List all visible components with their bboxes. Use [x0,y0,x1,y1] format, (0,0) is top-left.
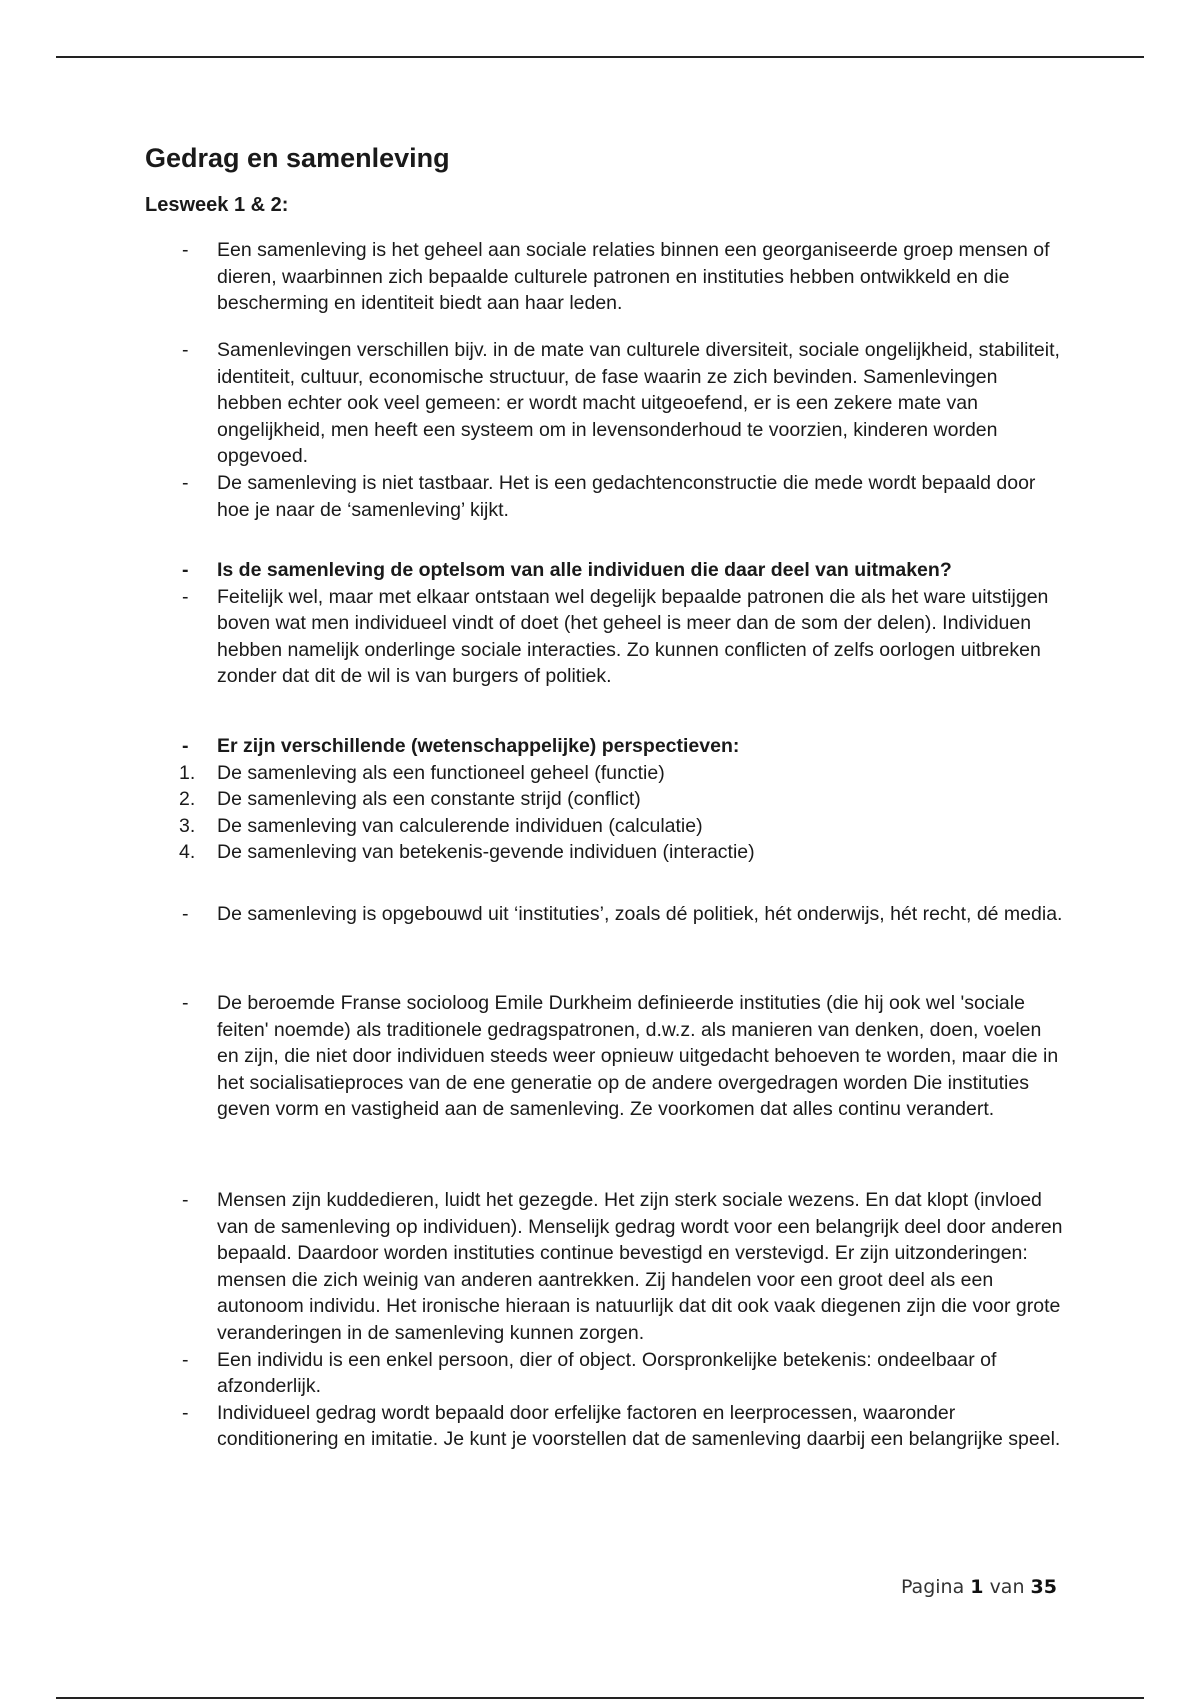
list-item-text: Feitelijk wel, maar met elkaar ontstaan wel degelijk bepaalde patronen die als het ware uitstijgen boven wat men individueel vindt of doet (het geheel is meer dan de som der delen). Individuen hebben namelijk onderlinge sociale interacties. Zo kunnen conflicten of zelfs oorlogen uitbreken zonder dat dit de wil is van burgers of politiek. [217,585,1049,688]
numbered-item [145,786,1065,813]
numbered-item [145,813,1065,840]
list-item-text: De samenleving van betekenis-gevende individuen (interactie) [217,841,755,864]
list-item-heading [145,733,1065,760]
bullet-dash: - [182,239,189,261]
bullet-dash: - [182,1189,189,1211]
list-item-text: Een individu is een enkel persoon, dier of object. Oorspronkelijke betekenis: ondeelbaar of afzonderlijk. [217,1348,997,1398]
section-heading: Lesweek 1 & 2: [145,194,289,216]
page-number-current: 1 [970,1576,984,1598]
bullet-dash: - [182,471,189,494]
bullet-dash: - [182,903,189,925]
list-item-question [145,557,1065,584]
bullet-dash: - [182,339,189,361]
bullet-group [145,1187,1065,1453]
page-title: Gedrag en samenleving [145,143,450,173]
list-item-text: Een samenleving is het geheel aan sociale relaties binnen een georganiseerde groep mensen of dieren, waarbinnen zich bepaalde culturele patronen en instituties hebben ontwikkeld en die bescherming en identiteit biedt aan haar leden. [217,239,1050,315]
page-number-prefix: Pagina [900,1576,965,1598]
list-item-text: Er zijn verschillende (wetenschappelijke) perspectieven: [217,735,740,757]
perspectives-list [145,733,1065,866]
list-number: 3. [179,814,196,837]
list-item [145,470,1065,523]
list-item [145,584,1065,690]
list-item [145,990,1065,1123]
list-number: 1. [179,761,196,784]
list-item [145,901,1065,928]
list-number: 2. [179,788,196,811]
bullet-group [145,990,1065,1123]
page-number [901,1576,1057,1598]
list-item-text: De samenleving als een constante strijd (conflict) [217,788,641,811]
list-item [145,237,1065,317]
bullet-dash: - [182,735,189,757]
page-number-middle: van [989,1576,1025,1598]
bullet-group [145,237,1065,317]
list-item-text: De beroemde Franse socioloog Emile Durkheim definieerde instituties (die hij ook wel 'sociale feiten' noemde) als traditionele gedragspatronen, d.w.z. als manieren van denken, doen, voelen en zijn, die niet door individuen steeds weer opnieuw uitgedacht behoeven te worden, maar die in het socialisatieproces van de ene generatie op de andere overgedragen worden Die instituties geven vorm en vastigheid aan de samenleving. Ze voorkomen dat alles continu verandert. [217,992,1059,1121]
list-item-text: Is de samenleving de optelsom van alle individuen die daar deel van uitmaken? [217,559,952,581]
list-item [145,1187,1065,1347]
list-item [145,337,1065,470]
header-rule [56,56,1144,58]
bullet-dash: - [182,585,189,608]
bullet-dash: - [182,992,189,1014]
list-item-text: Mensen zijn kuddedieren, luidt het gezegde. Het zijn sterk sociale wezens. En dat klopt (invloed van de samenleving op individuen). Menselijk gedrag wordt voor een belangrijk deel door anderen bepaald. Daardoor worden instituties continue bevestigd en verstevigd. Er zijn uitzonderingen: mensen die zich weinig van anderen aantrekken. Zij handelen voor een groot deel als een autonoom individu. Het ironische hieraan is natuurlijk dat dit ook vaak diegenen zijn die voor grote veranderingen in de samenleving kunnen zorgen. [217,1189,1063,1344]
numbered-item [145,760,1065,787]
bullet-group [145,337,1065,523]
footer-rule [56,1697,1144,1699]
bullet-dash: - [182,1348,189,1371]
list-item-text: De samenleving als een functioneel geheel (functie) [217,761,665,784]
list-item-text: Samenlevingen verschillen bijv. in de mate van culturele diversiteit, sociale ongelijkheid, stabiliteit, identiteit, cultuur, economische structuur, de fase waarin ze zich bevinden. Samenlevingen hebben echter ook veel gemeen: er wordt macht uitgeoefend, er is een zekere mate van ongelijkheid, men heeft een systeem om in levensonderhoud te voorzien, kinderen worden opgevoed. [217,339,1060,468]
bullet-group [145,557,1065,690]
bullet-dash: - [182,559,189,581]
list-item [145,1400,1065,1453]
numbered-item [145,839,1065,866]
list-item-text: Individueel gedrag wordt bepaald door erfelijke factoren en leerprocessen, waaronder conditionering en imitatie. Je kunt je voorstellen dat de samenleving daarbij een belangrijke speel. [217,1401,1061,1451]
list-item [145,1347,1065,1400]
list-number: 4. [179,841,196,864]
list-item-text: De samenleving is niet tastbaar. Het is een gedachtenconstructie die mede wordt bepaald door hoe je naar de ‘samenleving’ kijkt. [217,471,1036,521]
bullet-dash: - [182,1401,189,1424]
page-number-total: 35 [1030,1576,1057,1598]
bullet-group [145,901,1065,928]
list-item-text: De samenleving is opgebouwd uit ‘instituties’, zoals dé politiek, hét onderwijs, hét recht, dé media. [217,903,1063,925]
list-item-text: De samenleving van calculerende individuen (calculatie) [217,814,703,837]
